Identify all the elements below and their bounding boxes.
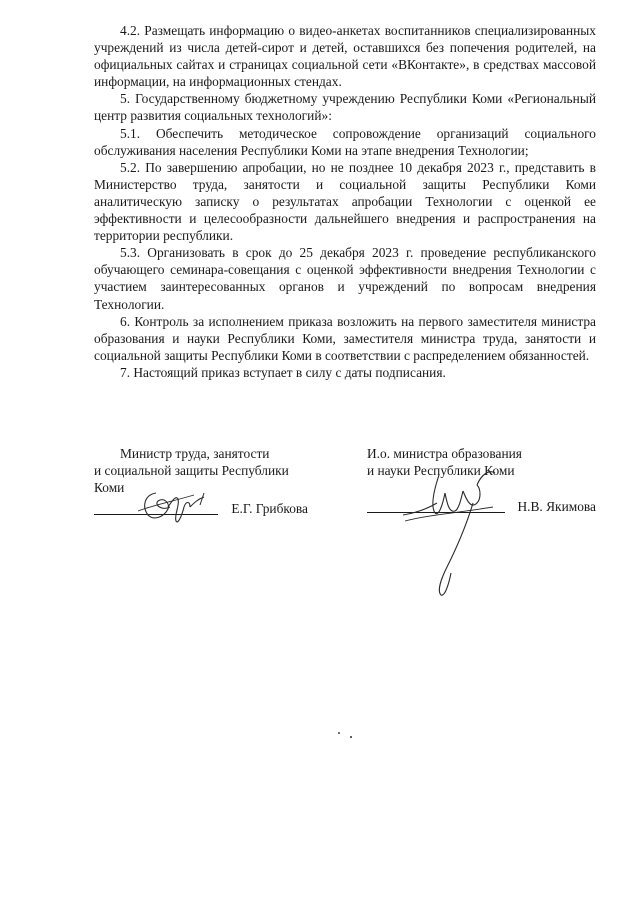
paragraph-5-3: 5.3. Организовать в срок до 25 декабря 2023 г. проведение республиканского обучающего семинара-совещания с оценкой эффективности внедрения Технологии с участием заинтересованных органов и учреждений по вопросам внедрения Технологии.: [94, 245, 596, 312]
signature-line-left: [94, 479, 308, 498]
signature-block-left: [94, 445, 308, 517]
paragraph-6: 6. Контроль за исполнением приказа возложить на первого заместителя министра образования и науки Республики Коми, заместителя министра труда, занятости и социальной защиты Республики Коми в соответствии с распределением обязанностей.: [94, 313, 596, 363]
paragraph-5-2: 5.2. По завершению апробации, но не позднее 10 декабря 2023 г., представить в Министерство труда, занятости и социальной защиты Республики Коми аналитическую записку о результатах апробации Технологии с оценкой ее эффективности и целесообразности дальнейшего внедрения и распространения на территории республики.: [94, 159, 596, 244]
signatory-title-line: Коми: [94, 480, 125, 496]
signature-block-right: [367, 445, 596, 515]
signature-name-row-left: [94, 498, 308, 517]
scan-speck: [350, 736, 352, 738]
signatory-title-line: и науки Республики Коми: [367, 463, 515, 479]
signatory-title-line: и социальной защиты Республики: [94, 463, 289, 479]
document-body: [94, 22, 596, 381]
scan-speck: [338, 732, 340, 734]
signature-line-right: [367, 496, 596, 515]
paragraph-5-1: 5.1. Обеспечить методическое сопровождение организаций социального обслуживания населения Республики Коми на этапе внедрения Технологии;: [94, 125, 596, 158]
signature-underline: [367, 512, 505, 513]
paragraph-4-2: 4.2. Размещать информацию о видео-анкетах воспитанников специализированных учреждений из числа детей-сирот и детей, оставшихся без попечения родителей, на официальных сайтах и страницах социальной сети «ВКонтакте», в средствах массовой информации, на информационных стендах.: [94, 23, 596, 90]
signatory-name: Е.Г. Грибкова: [231, 501, 308, 517]
handwritten-signature-right: [397, 463, 507, 603]
signatory-title-line: И.о. министра образования: [367, 446, 522, 461]
signature-underline: [94, 514, 218, 515]
signatory-title-line: Министр труда, занятости: [120, 446, 270, 461]
signatory-name: Н.В. Якимова: [517, 499, 596, 515]
paragraph-5: 5. Государственному бюджетному учреждению Республики Коми «Региональный центр развития социальных технологий»:: [94, 91, 596, 124]
paragraph-7: 7. Настоящий приказ вступает в силу с даты подписания.: [120, 364, 446, 380]
